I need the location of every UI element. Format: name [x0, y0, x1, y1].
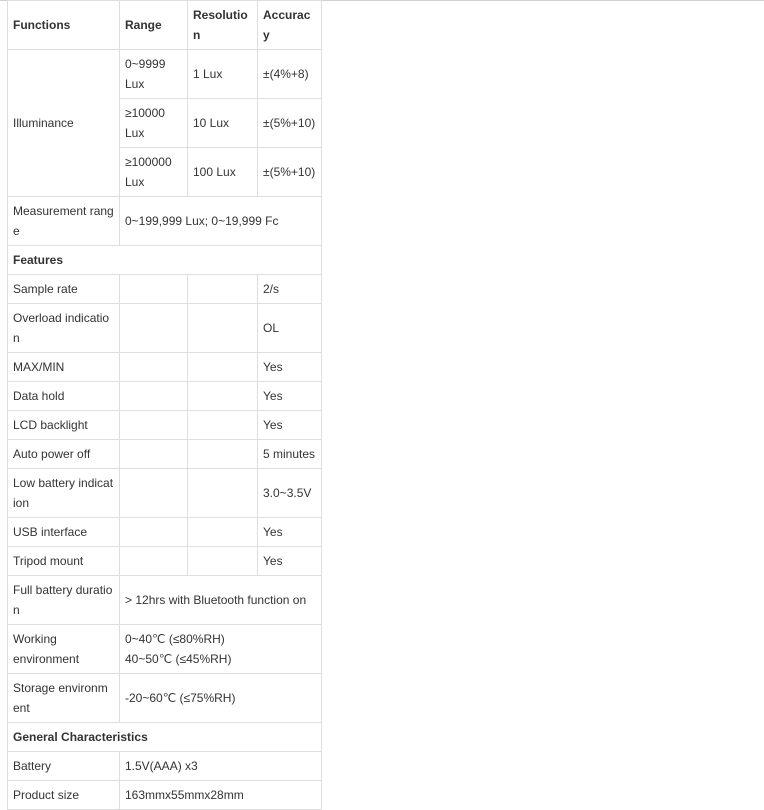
general-value: 163mmx55mmx28mm [120, 781, 322, 810]
illuminance-accuracy: ±(5%+10) [258, 99, 322, 148]
feature-label: Auto power off [8, 440, 120, 469]
empty-cell [120, 304, 188, 353]
table-row [8, 518, 322, 547]
feature-label: MAX/MIN [8, 353, 120, 382]
feature-value: 3.0~3.5V [258, 469, 322, 518]
storage-environment-value: -20~60℃ (≤75%RH) [120, 674, 322, 723]
working-environment-label: Working environment [8, 625, 120, 674]
spec-table [7, 0, 322, 810]
feature-label: Data hold [8, 382, 120, 411]
table-row [8, 440, 322, 469]
table-row [8, 411, 322, 440]
illuminance-accuracy: ±(5%+10) [258, 148, 322, 197]
feature-label: Tripod mount [8, 547, 120, 576]
measurement-range-label: Measurement range [8, 197, 120, 246]
storage-environment-label: Storage environment [8, 674, 120, 723]
measurement-range-value: 0~199,999 Lux; 0~19,999 Fc [120, 197, 322, 246]
empty-cell [188, 304, 258, 353]
feature-label: Sample rate [8, 275, 120, 304]
empty-cell [188, 275, 258, 304]
empty-cell [120, 518, 188, 547]
working-environment-value: 0~40℃ (≤80%RH) 40~50℃ (≤45%RH) [120, 625, 322, 674]
table-row [8, 469, 322, 518]
table-row [8, 674, 322, 723]
feature-label: USB interface [8, 518, 120, 547]
full-battery-value: > 12hrs with Bluetooth function on [120, 576, 322, 625]
empty-cell [188, 518, 258, 547]
feature-value: OL [258, 304, 322, 353]
general-characteristics-heading: General Characteristics [8, 723, 322, 752]
table-row [8, 353, 322, 382]
general-value: 1.5V(AAA) x3 [120, 752, 322, 781]
general-label: Product size [8, 781, 120, 810]
empty-cell [120, 440, 188, 469]
illuminance-resolution: 100 Lux [188, 148, 258, 197]
header-row [8, 1, 322, 50]
table-row [8, 547, 322, 576]
feature-value: Yes [258, 353, 322, 382]
feature-value: 2/s [258, 275, 322, 304]
header-range: Range [120, 1, 188, 50]
table-row [8, 197, 322, 246]
empty-cell [120, 547, 188, 576]
feature-value: Yes [258, 518, 322, 547]
table-row [8, 50, 322, 99]
features-heading: Features [8, 246, 322, 275]
feature-value: Yes [258, 411, 322, 440]
table-row [8, 625, 322, 674]
illuminance-label: Illuminance [8, 50, 120, 197]
header-accuracy: Accuracy [258, 1, 322, 50]
table-row [8, 382, 322, 411]
illuminance-resolution: 10 Lux [188, 99, 258, 148]
header-resolution: Resolution [188, 1, 258, 50]
illuminance-resolution: 1 Lux [188, 50, 258, 99]
table-row [8, 752, 322, 781]
empty-cell [188, 469, 258, 518]
table-row [8, 781, 322, 810]
table-row [8, 275, 322, 304]
table-row [8, 576, 322, 625]
empty-cell [120, 353, 188, 382]
empty-cell [188, 353, 258, 382]
full-battery-label: Full battery duration [8, 576, 120, 625]
empty-cell [120, 382, 188, 411]
section-row [8, 723, 322, 752]
empty-cell [120, 411, 188, 440]
empty-cell [120, 469, 188, 518]
empty-cell [188, 382, 258, 411]
empty-cell [188, 440, 258, 469]
empty-cell [188, 411, 258, 440]
feature-label: LCD backlight [8, 411, 120, 440]
illuminance-range: ≥10000 Lux [120, 99, 188, 148]
table-row [8, 304, 322, 353]
illuminance-range: 0~9999 Lux [120, 50, 188, 99]
feature-label: Low battery indication [8, 469, 120, 518]
illuminance-accuracy: ±(4%+8) [258, 50, 322, 99]
feature-label: Overload indication [8, 304, 120, 353]
general-label: Battery [8, 752, 120, 781]
empty-cell [188, 547, 258, 576]
feature-value: Yes [258, 547, 322, 576]
feature-value: 5 minutes [258, 440, 322, 469]
header-functions: Functions [8, 1, 120, 50]
illuminance-range: ≥100000 Lux [120, 148, 188, 197]
empty-cell [120, 275, 188, 304]
feature-value: Yes [258, 382, 322, 411]
section-row [8, 246, 322, 275]
